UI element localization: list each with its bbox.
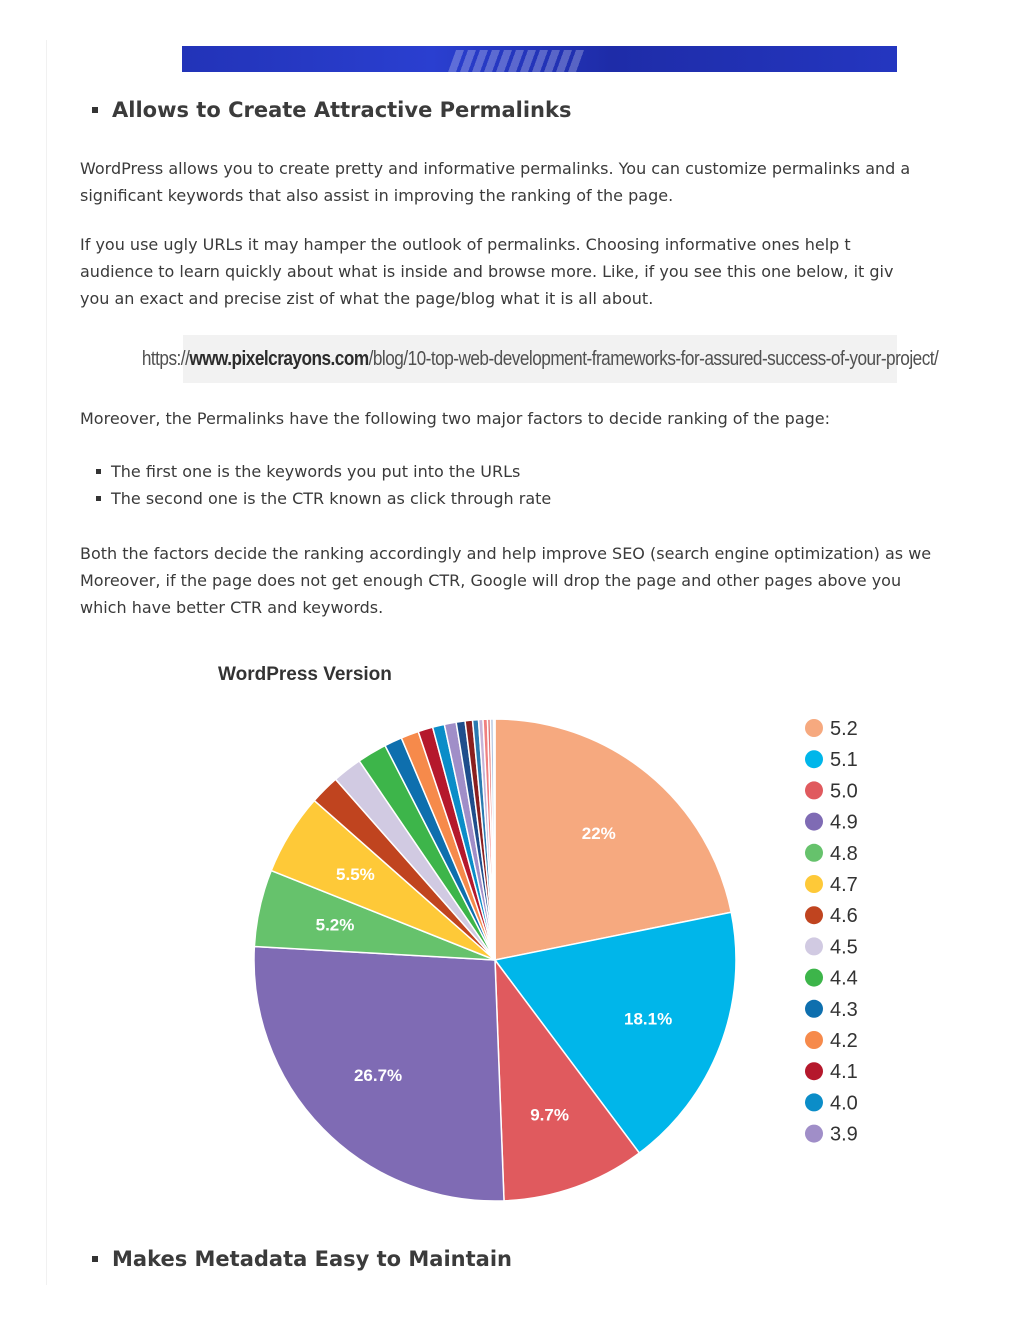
- paragraph-line: audience to learn quickly about what is inside and browse more. Like, if you see this one below, it giv: [80, 262, 894, 281]
- slice-data-label: 9.7%: [530, 1105, 569, 1125]
- legend-label: 4.3: [830, 998, 858, 1021]
- legend-label: 4.5: [830, 936, 858, 959]
- slice-data-label: 18.1%: [624, 1009, 673, 1029]
- bullet-icon: [92, 1256, 98, 1262]
- legend-label: 5.1: [830, 749, 858, 772]
- legend-swatch: [805, 906, 823, 924]
- example-url: [142, 348, 938, 371]
- paragraph-1: [80, 155, 977, 209]
- bullet-icon: [96, 496, 101, 501]
- legend-swatch: [805, 813, 823, 831]
- paragraph-2: [80, 231, 977, 312]
- list-item: [96, 458, 551, 485]
- slice-data-label: 5.5%: [336, 865, 375, 885]
- slice-data-label: 26.7%: [353, 1065, 403, 1085]
- url-path: /blog/10-top-web-development-frameworks-for-assured-success-of-your-project/: [368, 347, 939, 370]
- legend-label: 5.2: [830, 718, 858, 740]
- paragraph-line: If you use ugly URLs it may hamper the outlook of permalinks. Choosing informative ones help t: [80, 235, 851, 254]
- legend-label: 4.7: [830, 874, 858, 896]
- paragraph-line: Moreover, if the page does not get enough CTR, Google will drop the page and other pages above you: [80, 571, 902, 590]
- list-item-text: The first one is the keywords you put into the URLs: [111, 462, 521, 481]
- heading-text: Allows to Create Attractive Permalinks: [112, 98, 572, 122]
- legend-label: 4.8: [830, 842, 858, 865]
- legend-swatch: [805, 781, 823, 799]
- url-prefix: https://: [141, 347, 190, 370]
- legend-label: 4.4: [830, 967, 858, 990]
- slice-data-label: 5.2%: [315, 915, 355, 935]
- legend-label: 4.9: [830, 811, 858, 834]
- header-banner-image: [182, 46, 897, 72]
- bullet-icon: [96, 469, 101, 474]
- slice-data-label: 22%: [581, 824, 616, 844]
- section-heading-metadata: [92, 1247, 512, 1271]
- paragraph-line: you an exact and precise zist of what the page/blog what it is all about.: [80, 289, 654, 308]
- section-heading-permalinks: [92, 98, 571, 122]
- left-border: [46, 40, 47, 1285]
- legend-label: 5.0: [830, 780, 858, 803]
- legend-swatch: [805, 1062, 823, 1080]
- legend-swatch: [805, 1031, 823, 1049]
- legend-swatch: [805, 1000, 823, 1018]
- legend-swatch: [805, 875, 823, 893]
- legend-swatch: [805, 719, 823, 737]
- legend-swatch: [805, 750, 823, 768]
- legend-swatch: [805, 969, 823, 987]
- list-item-text: The second one is the CTR known as click through rate: [111, 489, 552, 508]
- paragraph-line: Both the factors decide the ranking accordingly and help improve SEO (search engine optimization) as we: [80, 544, 932, 563]
- list-item: [96, 485, 551, 512]
- example-url-image: [141, 335, 939, 383]
- legend-swatch: [805, 1093, 823, 1111]
- legend-label: 4.6: [830, 905, 858, 928]
- legend-label: 4.1: [830, 1061, 858, 1084]
- paragraph-line: which have better CTR and keywords.: [80, 598, 384, 617]
- paragraph-3: [80, 405, 977, 432]
- legend-swatch: [805, 937, 823, 955]
- bullet-icon: [92, 107, 98, 113]
- legend-label: 4.0: [830, 1092, 858, 1115]
- wordpress-version-pie-chart: [200, 650, 920, 1220]
- paragraph-line: WordPress allows you to create pretty and informative permalinks. You can customize permalinks and a: [80, 159, 911, 178]
- legend-swatch: [805, 1125, 823, 1143]
- paragraph-4: [80, 540, 977, 621]
- chart-title: WordPress Version: [218, 664, 392, 685]
- paragraph-line: significant keywords that also assist in improving the ranking of the page.: [80, 186, 674, 205]
- heading-text: Makes Metadata Easy to Maintain: [112, 1247, 512, 1271]
- legend-label: 3.9: [830, 1123, 858, 1146]
- paragraph-line: Moreover, the Permalinks have the following two major factors to decide ranking of the page:: [80, 409, 831, 428]
- ranking-factors-list: [96, 458, 551, 512]
- url-domain: www.pixelcrayons.com: [189, 347, 369, 370]
- legend-label: 4.2: [830, 1030, 858, 1052]
- legend-swatch: [805, 844, 823, 862]
